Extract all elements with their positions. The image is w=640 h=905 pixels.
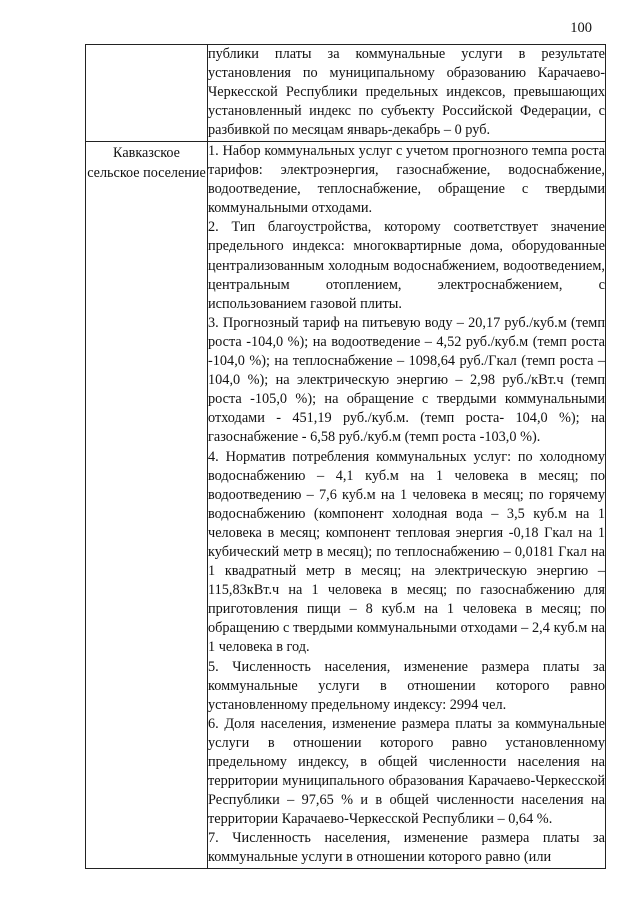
paragraph-6: 6. Доля населения, изменение размера платы за коммунальные услуги в отношении которого равно установленному предельному индексу, в общей численности населения на территории муниципального образования Карачаево-Черкесской Республики – 97,65 % и в общей численности населения на территории Карачаево-Черкесской Республики – 0,64 %. bbox=[208, 715, 605, 828]
table-row bbox=[86, 45, 606, 142]
settlement-cell bbox=[86, 142, 208, 869]
empty-settlement-cell bbox=[86, 45, 208, 142]
paragraph-3: 3. Прогнозный тариф на питьевую воду – 20,17 руб./куб.м (темп роста -104,0 %); на водоотведение – 4,52 руб./куб.м (темп роста -104,0 %); на теплоснабжение – 1098,64 руб./Гкал (темп роста – 104,0 %); на электрическую энергию – 2,98 руб./кВт.ч (темп роста -105,0 %); на обращение с твердыми коммунальными отходами - 451,19 руб./куб.м. (темп роста- 104,0 %); на газоснабжение - 6,58 руб./куб.м (темп роста -103,0 %). bbox=[208, 314, 605, 446]
settlement-name: Кавказское сельское поселение bbox=[87, 145, 206, 181]
page-number: 100 bbox=[570, 20, 592, 36]
table-row bbox=[86, 142, 606, 869]
paragraph-2: 2. Тип благоустройства, которому соответствует значение предельного индекса: многоквартирные дома, оборудованные централизованным холодным водоснабжением, водоотведением, центральным отоплением, электроснабжением, с использованием газовой плиты. bbox=[208, 219, 605, 312]
settlements-table bbox=[85, 44, 606, 869]
paragraph-4: 4. Норматив потребления коммунальных услуг: по холодному водоснабжению – 4,1 куб.м на 1 человека в месяц; по водоотведению – 7,6 куб.м на 1 человека в месяц; по горячему водоснабжению (компонент холодная вода – 3,5 куб.м на 1 человека в месяц; компонент тепловая энергия -0,18 Гкал на 1 кубический метр в месяц); по теплоснабжению – 0,0181 Гкал на 1 квадратный метр в месяц; на электрическую энергию – 115,83кВт.ч на 1 человека в месяц; по газоснабжению для приготовления пищи – 8 куб.м на 1 человека в месяц; по обращению с твердыми коммунальными отходами – 2,4 куб.м на 1 человека в год. bbox=[208, 448, 605, 656]
paragraph-1: 1. Набор коммунальных услуг с учетом прогнозного темпа роста тарифов: электроэнергия, газоснабжение, водоснабжение, водоотведение, теплоснабжение, обращение с твердыми коммунальными отходами. bbox=[208, 143, 605, 217]
settlement-details-cell bbox=[208, 142, 606, 869]
paragraph-5: 5. Численность населения, изменение размера платы за коммунальные услуги в отношении которого равно установленному предельному индексу: 2994 чел. bbox=[208, 658, 605, 713]
paragraph-7: 7. Численность населения, изменение размера платы за коммунальные услуги в отношении которого равно (или bbox=[208, 830, 605, 866]
continuation-cell bbox=[208, 45, 606, 142]
continuation-text: публики платы за коммунальные услуги в результате установления по муниципальному образованию Карачаево-Черкесской Республики предельных индексов, превышающих установленный индекс по субъекту Российской Федерации, с разбивкой по месяцам январь-декабрь – 0 руб. bbox=[208, 46, 605, 139]
